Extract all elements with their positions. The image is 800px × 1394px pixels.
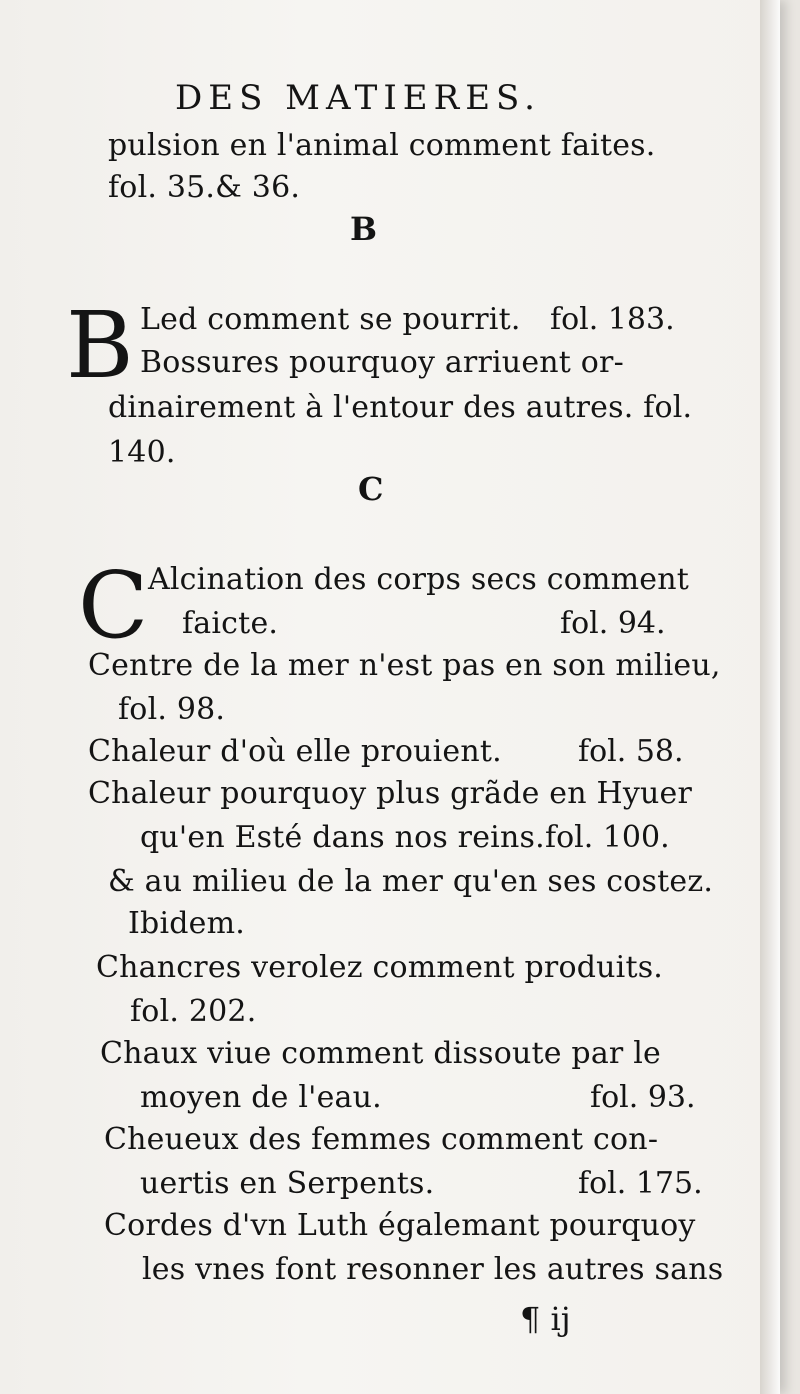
index-line: fol. 98. xyxy=(118,692,226,727)
index-line: faicte. xyxy=(182,606,279,641)
index-line: Cordes d'vn Luth égalemant pourquoy xyxy=(104,1208,696,1243)
index-line: Bossures pourquoy arriuent or- xyxy=(140,345,624,380)
folio-ref: fol. 94. xyxy=(560,606,666,641)
index-line: pulsion en l'animal comment faites. xyxy=(108,128,656,163)
section-heading-c: C xyxy=(358,470,384,508)
index-line: Ibidem. xyxy=(128,906,245,941)
folio-ref: fol. 175. xyxy=(578,1166,703,1201)
index-line: Centre de la mer n'est pas en son milieu, xyxy=(88,648,721,683)
index-line: 140. xyxy=(108,435,176,470)
index-line: qu'en Esté dans nos reins. xyxy=(140,820,545,855)
running-header: DES MATIERES. xyxy=(175,78,541,118)
index-line: Chancres verolez comment produits. xyxy=(96,950,664,985)
folio-ref: fol. 100. xyxy=(545,820,670,855)
folio-ref: fol. 183. xyxy=(550,302,675,337)
index-line: Led comment se pourrit. xyxy=(140,302,521,337)
drop-cap-c: C xyxy=(78,552,149,659)
folio-ref: fol. 93. xyxy=(590,1080,696,1115)
index-line: moyen de l'eau. xyxy=(140,1080,382,1115)
folio-ref: fol. 58. xyxy=(578,734,684,769)
index-line: uertis en Serpents. xyxy=(140,1166,435,1201)
drop-cap-b: B xyxy=(66,292,134,399)
index-line: fol. 202. xyxy=(130,994,257,1029)
index-line: Chaleur pourquoy plus grãde en Hyuer xyxy=(88,776,693,811)
index-line: les vnes font resonner les autres sans xyxy=(142,1252,724,1287)
index-line: fol. 35.& 36. xyxy=(108,170,301,205)
index-line: & au milieu de la mer qu'en ses costez. xyxy=(108,864,714,899)
index-line: dinairement à l'entour des autres. fol. xyxy=(108,390,693,425)
signature-mark: ¶ ij xyxy=(520,1300,571,1338)
section-heading-b: B xyxy=(350,210,378,248)
index-line: Chaleur d'où elle prouient. xyxy=(88,734,502,769)
index-line: Cheueux des femmes comment con- xyxy=(104,1122,659,1157)
index-line: Alcination des corps secs comment xyxy=(148,562,690,597)
index-line: Chaux viue comment dissoute par le xyxy=(100,1036,661,1071)
page-edge xyxy=(760,0,780,1394)
